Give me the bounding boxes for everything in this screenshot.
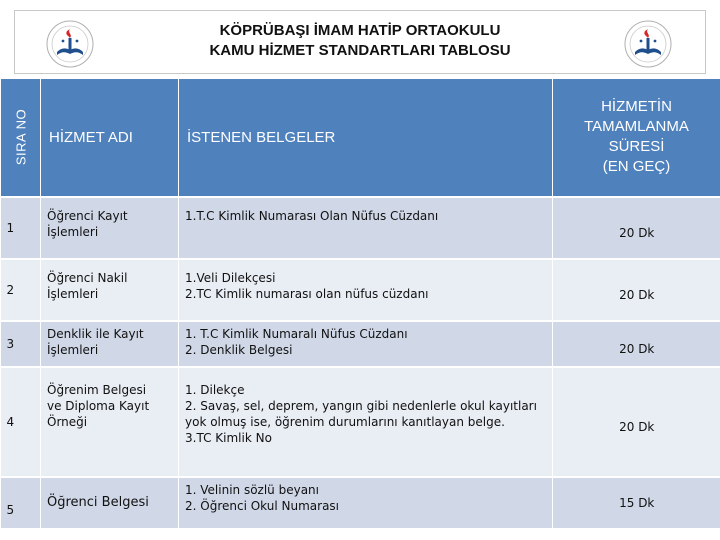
completion-time: 20 Dk [553, 259, 720, 321]
table-header-row [1, 79, 720, 197]
table-row [1, 477, 720, 529]
service-name: Öğrenci Kayıt İşlemleri [41, 197, 179, 259]
completion-time: 20 Dk [553, 321, 720, 367]
table-row [1, 367, 720, 477]
page-header [14, 10, 706, 74]
table-row [1, 197, 720, 259]
required-documents: 1. Velinin sözlü beyanı 2. Öğrenci Okul Numarası [179, 477, 553, 529]
service-name: Öğrenci Belgesi [41, 477, 179, 529]
required-documents: 1. T.C Kimlik Numaralı Nüfus Cüzdanı 2. Denklik Belgesi [179, 321, 553, 367]
header-tamamlanma-suresi: HİZMETİN TAMAMLANMA SÜRESİ (EN GEÇ) [553, 79, 720, 197]
row-number: 1 [1, 197, 41, 259]
header-istenen-belgeler: İSTENEN BELGELER [179, 79, 553, 197]
service-name: Öğrenci Nakil İşlemleri [41, 259, 179, 321]
table-row [1, 259, 720, 321]
table-row [1, 321, 720, 367]
completion-time: 15 Dk [553, 477, 720, 529]
header-hizmet-adi: HİZMET ADI [41, 79, 179, 197]
service-name: Denklik ile Kayıt İşlemleri [41, 321, 179, 367]
required-documents: 1.Veli Dilekçesi 2.TC Kimlik numarası olan nüfus cüzdanı [179, 259, 553, 321]
row-number: 2 [1, 259, 41, 321]
title-line-1: KÖPRÜBAŞI İMAM HATİP ORTAOKULU [219, 22, 501, 39]
service-name: Öğrenim Belgesi ve Diploma Kayıt Örneği [41, 367, 179, 477]
header-sira-no: SIRA NO [1, 79, 41, 197]
service-standards-table [0, 78, 720, 530]
required-documents: 1. Dilekçe 2. Savaş, sel, deprem, yangın gibi nedenlerle okul kayıtları yok olmuş ise, öğrenim durumlarını kanıtlayan belge. 3.TC Kimlik No [179, 367, 553, 477]
row-number: 4 [1, 367, 41, 477]
meb-logo-icon [623, 19, 673, 69]
page-title [15, 21, 705, 61]
completion-time: 20 Dk [553, 367, 720, 477]
title-line-2: KAMU HİZMET STANDARTLARI TABLOSU [209, 42, 511, 59]
row-number: 5 [1, 477, 41, 529]
required-documents: 1.T.C Kimlik Numarası Olan Nüfus Cüzdanı [179, 197, 553, 259]
completion-time: 20 Dk [553, 197, 720, 259]
row-number: 3 [1, 321, 41, 367]
